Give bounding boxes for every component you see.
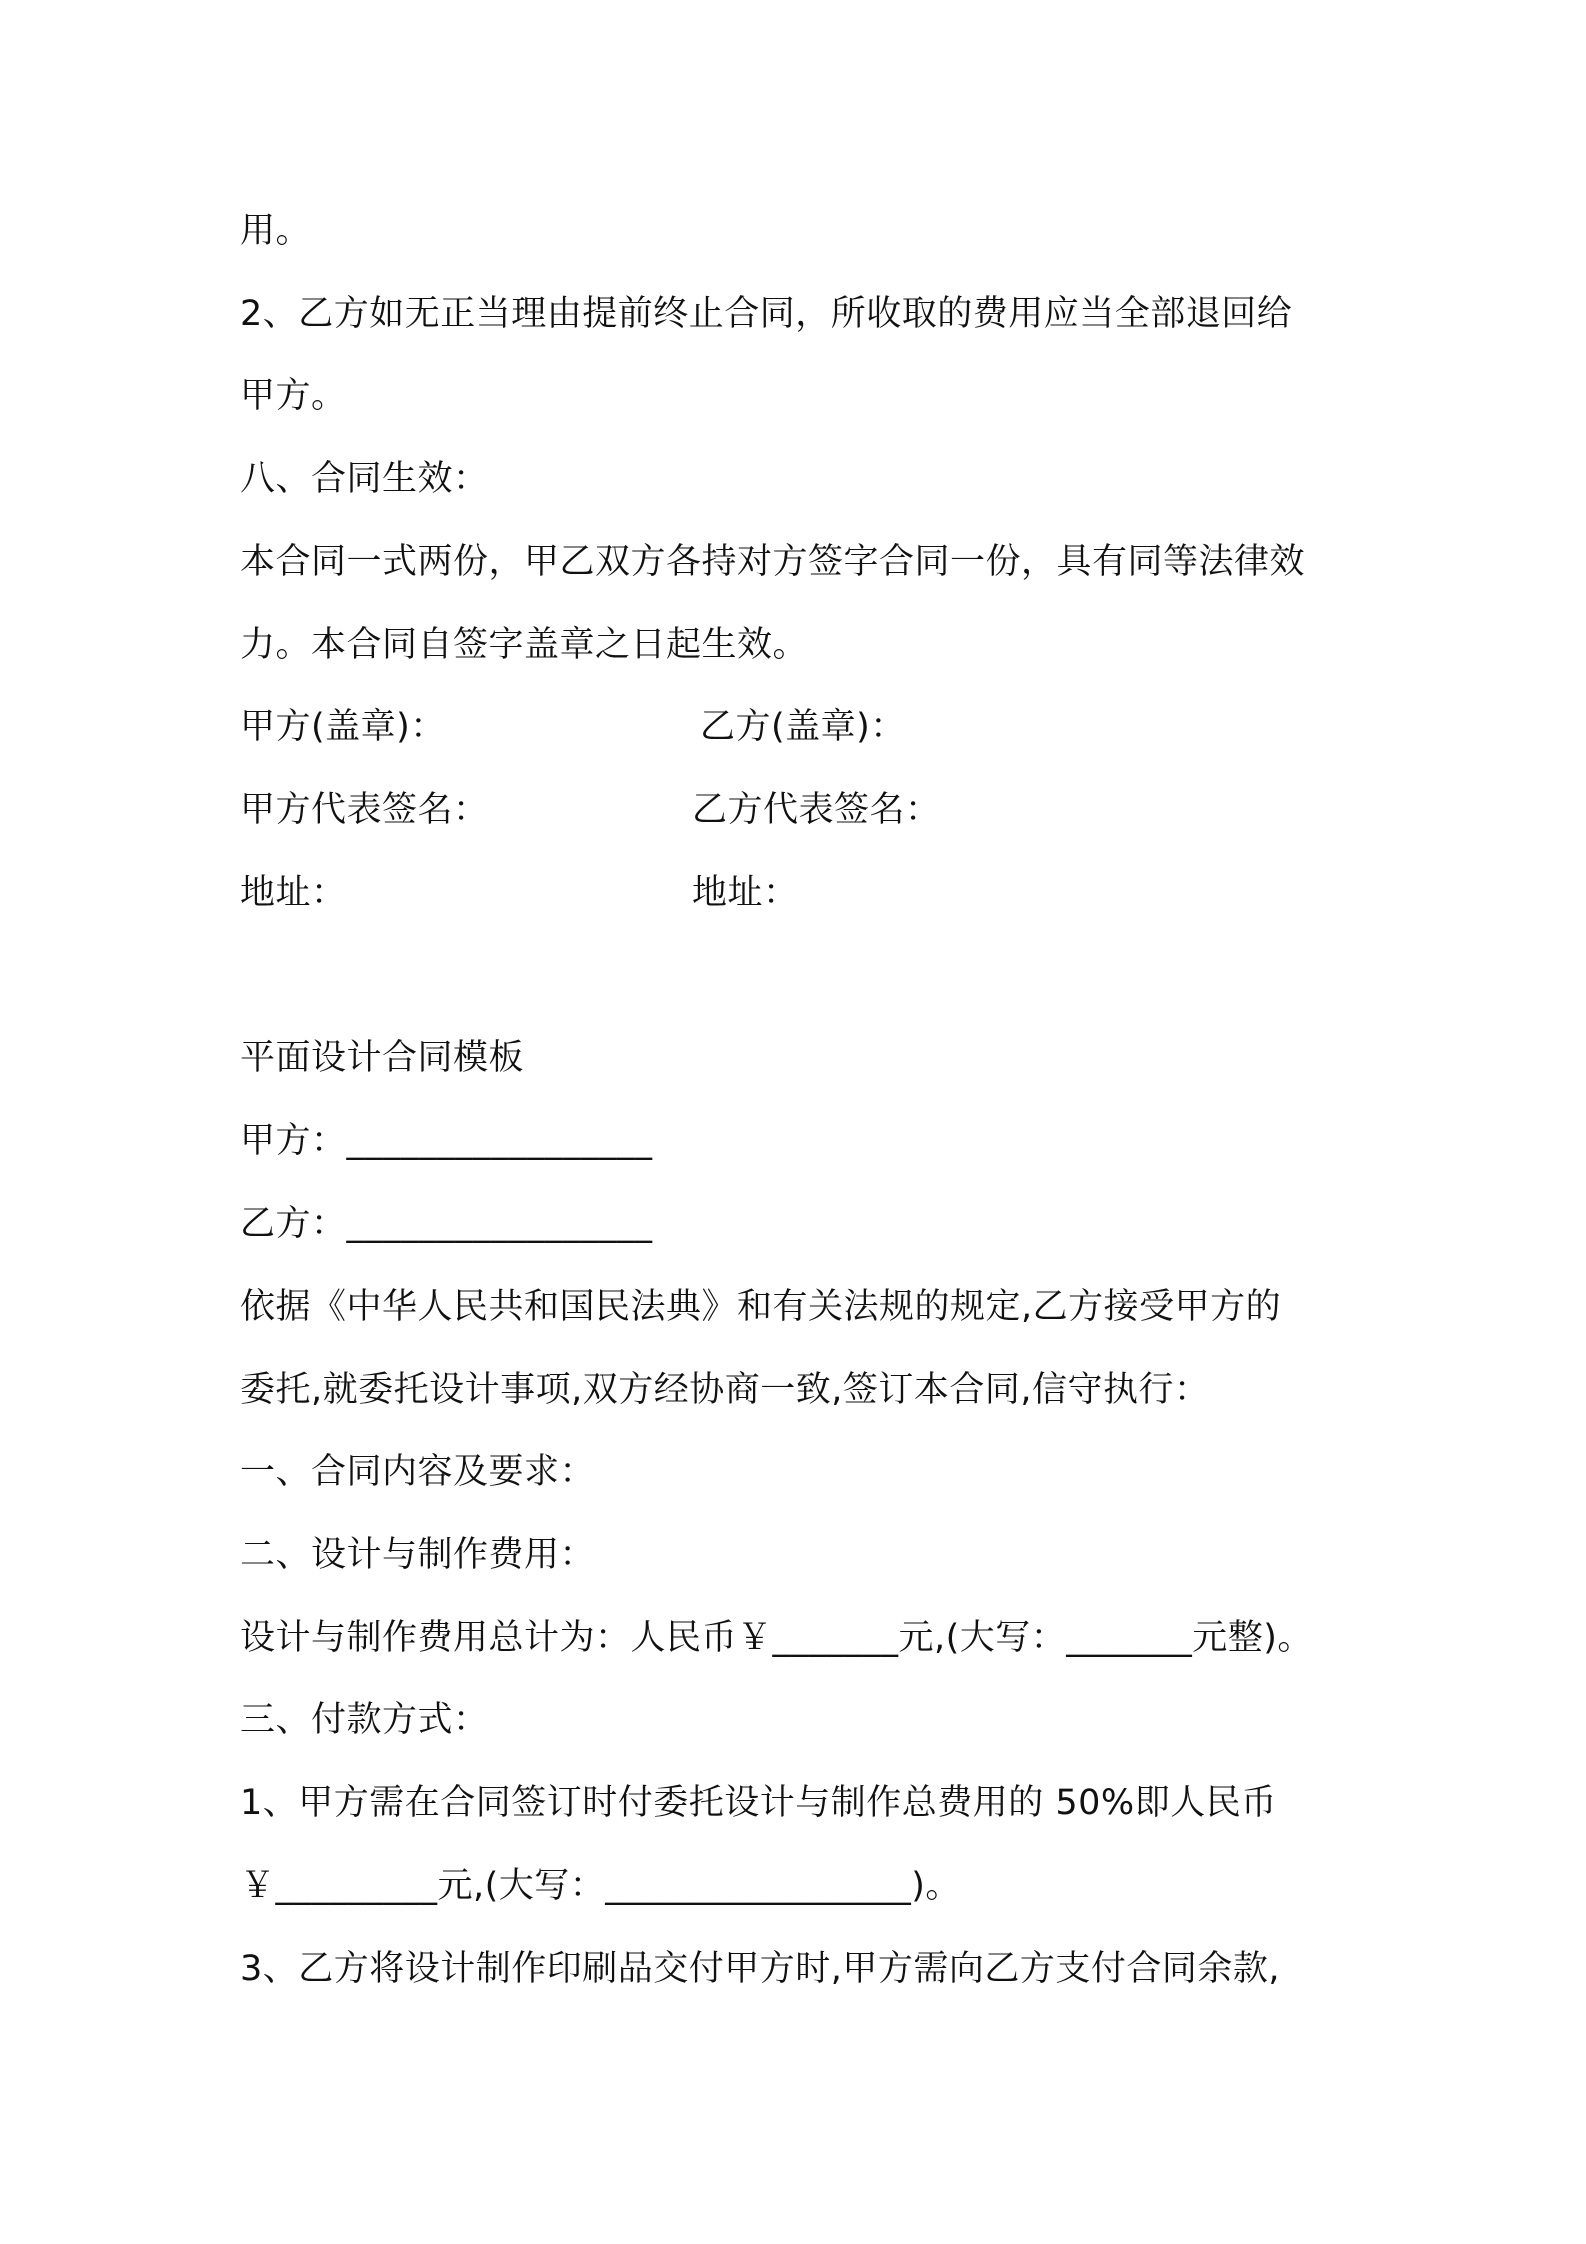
text-line: 2、乙方如无正当理由提前终止合同，所收取的费用应当全部退回给 <box>240 294 1293 334</box>
section-heading-1: 一、合同内容及要求： <box>240 1452 596 1492</box>
section-heading-8: 八、合同生效： <box>240 459 489 499</box>
party-a-seal-label: 甲方(盖章)： <box>240 707 446 747</box>
party-b-rep-label: 乙方代表签名： <box>692 790 941 830</box>
section-heading-2: 二、设计与制作费用： <box>240 1535 596 1575</box>
payment-line: 1、甲方需在合同签订时付委托设计与制作总费用的 50%即人民币 <box>240 1783 1277 1823</box>
party-b-address-label: 地址： <box>692 873 799 913</box>
payment-line: 3、乙方将设计制作印刷品交付甲方时,甲方需向乙方支付合同余款, <box>240 1949 1281 1989</box>
payment-line: ￥_________元,(大写：_________________)。 <box>240 1866 961 1906</box>
party-a-rep-label: 甲方代表签名： <box>240 790 489 830</box>
text-line: 甲方。 <box>240 376 347 416</box>
template-title: 平面设计合同模板 <box>240 1038 525 1078</box>
intro-line: 委托,就委托设计事项,双方经协商一致,签订本合同,信守执行： <box>240 1370 1210 1410</box>
fee-total-line: 设计与制作费用总计为：人民币￥_______元,(大写：_______元整)。 <box>240 1618 1313 1658</box>
party-b-seal-label: 乙方(盖章)： <box>700 707 906 747</box>
party-a-address-label: 地址： <box>240 873 347 913</box>
party-b-line: 乙方：_________________ <box>240 1204 653 1244</box>
intro-line: 依据《中华人民共和国民法典》和有关法规的规定,乙方接受甲方的 <box>240 1287 1282 1327</box>
party-a-line: 甲方：_________________ <box>240 1121 653 1161</box>
section-heading-3: 三、付款方式： <box>240 1700 489 1740</box>
text-line: 用。 <box>240 211 312 251</box>
text-line: 力。本合同自签字盖章之日起生效。 <box>240 625 809 665</box>
text-line: 本合同一式两份，甲乙双方各持对方签字合同一份，具有同等法律效 <box>240 542 1306 582</box>
